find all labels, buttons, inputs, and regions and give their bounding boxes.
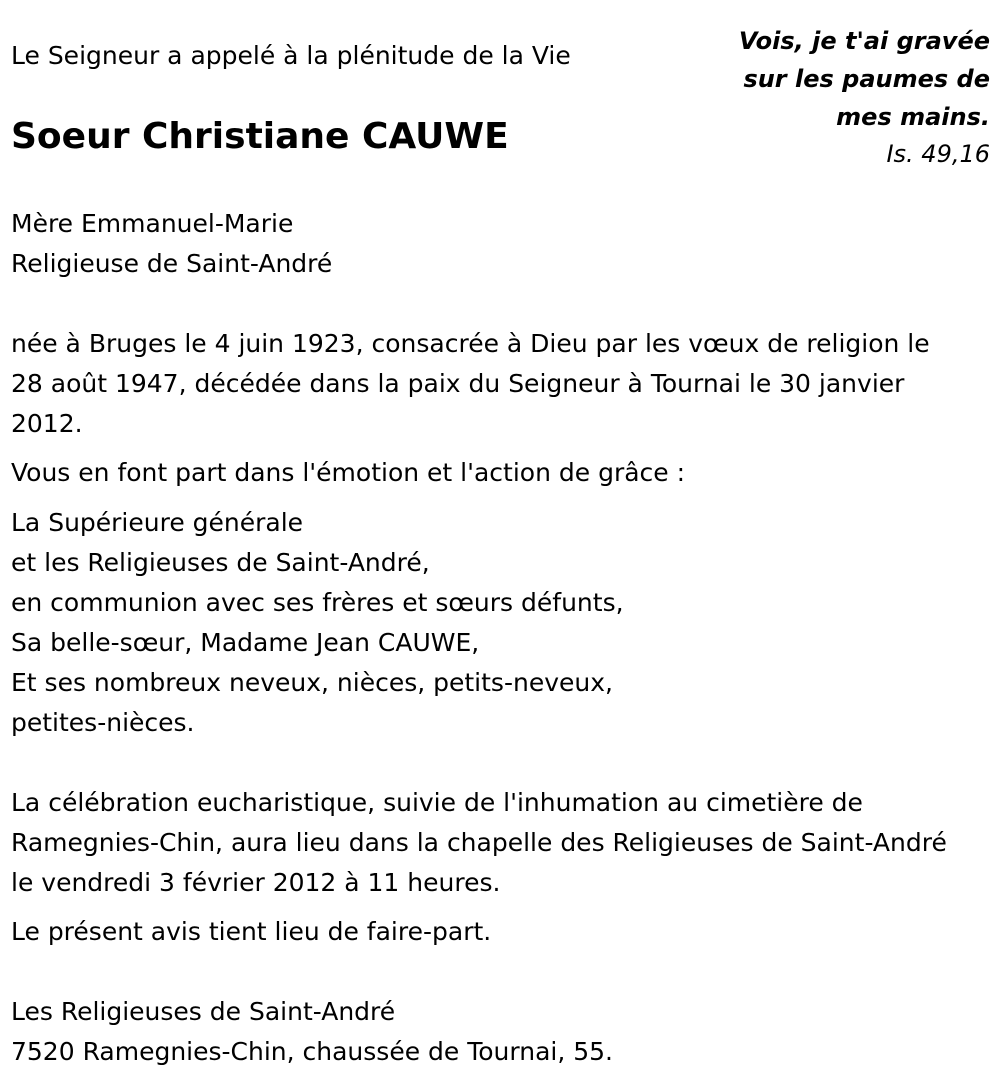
biography-line: née à Bruges le 4 juin 1923, consacrée à Dieu par les vœux de religion le	[11, 329, 930, 358]
family-line: Sa belle-sœur, Madame Jean CAUWE,	[11, 628, 480, 657]
address	[11, 992, 613, 1072]
ceremony-line: le vendredi 3 février 2012 à 11 heures.	[11, 868, 501, 897]
family-list	[11, 503, 624, 743]
family-line: Et ses nombreux neveux, nièces, petits-neveux,	[11, 668, 613, 697]
intro-line: Le Seigneur a appelé à la plénitude de la Vie	[11, 41, 571, 70]
deceased-name: Soeur Christiane CAUWE	[11, 116, 509, 157]
verse-line: Vois, je t'ai gravée	[738, 27, 990, 55]
verse-reference: Is. 49,16	[886, 140, 990, 168]
ceremony-line: La célébration eucharistique, suivie de l'inhumation au cimetière de	[11, 788, 863, 817]
congregation: Religieuse de Saint-André	[11, 249, 333, 278]
family-line: et les Religieuses de Saint-André,	[11, 548, 430, 577]
religious-identity	[11, 204, 332, 284]
family-line: La Supérieure générale	[11, 508, 304, 537]
notice-statement	[11, 912, 491, 952]
verse-line: sur les paumes de	[743, 65, 990, 93]
verse-line: mes mains.	[836, 103, 990, 131]
family-line: en communion avec ses frères et sœurs défunts,	[11, 588, 624, 617]
address-line: Les Religieuses de Saint-André	[11, 997, 396, 1026]
scripture-verse	[660, 22, 990, 172]
announcement-text: Vous en font part dans l'émotion et l'action de grâce :	[11, 458, 686, 487]
religious-name: Mère Emmanuel-Marie	[11, 209, 294, 238]
notice-statement-text: Le présent avis tient lieu de faire-part.	[11, 917, 492, 946]
biography-line: 28 août 1947, décédée dans la paix du Seigneur à Tournai le 30 janvier	[11, 369, 905, 398]
address-line: 7520 Ramegnies-Chin, chaussée de Tournai, 55.	[11, 1037, 613, 1066]
announcement	[11, 453, 685, 493]
biography-line: 2012.	[11, 409, 83, 438]
biography	[11, 324, 930, 444]
ceremony-line: Ramegnies-Chin, aura lieu dans la chapelle des Religieuses de Saint-André	[11, 828, 947, 857]
family-line: petites-nièces.	[11, 708, 195, 737]
ceremony-details	[11, 783, 947, 903]
